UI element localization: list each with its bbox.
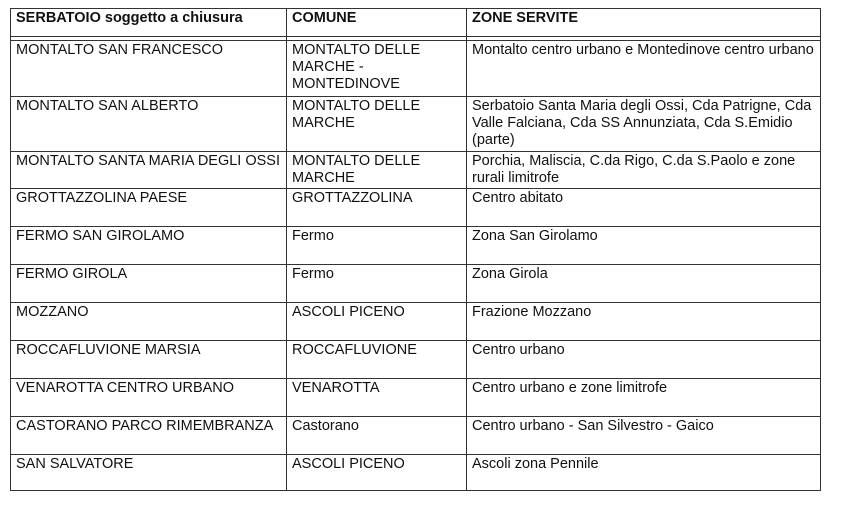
cell-serbatoio: MOZZANO bbox=[11, 303, 287, 341]
table-row bbox=[11, 227, 821, 265]
cell-serbatoio: FERMO SAN GIROLAMO bbox=[11, 227, 287, 265]
cell-comune: MONTALTO DELLE MARCHE - MONTEDINOVE bbox=[287, 41, 467, 97]
cell-zone: Frazione Mozzano bbox=[467, 303, 821, 341]
table-row bbox=[11, 341, 821, 379]
cell-comune: ROCCAFLUVIONE bbox=[287, 341, 467, 379]
cell-serbatoio: ROCCAFLUVIONE MARSIA bbox=[11, 341, 287, 379]
cell-serbatoio: CASTORANO PARCO RIMEMBRANZA bbox=[11, 417, 287, 455]
table-row bbox=[11, 455, 821, 491]
cell-serbatoio: MONTALTO SAN ALBERTO bbox=[11, 97, 287, 152]
cell-comune: ASCOLI PICENO bbox=[287, 455, 467, 491]
table-header-row bbox=[11, 9, 821, 37]
cell-zone: Centro urbano - San Silvestro - Gaico bbox=[467, 417, 821, 455]
cell-zone: Centro urbano bbox=[467, 341, 821, 379]
cell-serbatoio: VENAROTTA CENTRO URBANO bbox=[11, 379, 287, 417]
cell-zone: Serbatoio Santa Maria degli Ossi, Cda Patrigne, Cda Valle Falciana, Cda SS Annunziata, Cda S.Emidio (parte) bbox=[467, 97, 821, 152]
table-row bbox=[11, 41, 821, 97]
cell-comune: GROTTAZZOLINA bbox=[287, 189, 467, 227]
cell-zone: Zona San Girolamo bbox=[467, 227, 821, 265]
cell-comune: ASCOLI PICENO bbox=[287, 303, 467, 341]
table-row bbox=[11, 417, 821, 455]
table-row bbox=[11, 97, 821, 152]
cell-zone: Centro abitato bbox=[467, 189, 821, 227]
cell-comune: Fermo bbox=[287, 265, 467, 303]
cell-zone: Ascoli zona Pennile bbox=[467, 455, 821, 491]
cell-comune: MONTALTO DELLE MARCHE bbox=[287, 152, 467, 189]
table-row bbox=[11, 265, 821, 303]
cell-zone: Zona Girola bbox=[467, 265, 821, 303]
table-row bbox=[11, 152, 821, 189]
cell-zone: Montalto centro urbano e Montedinove centro urbano bbox=[467, 41, 821, 97]
header-zone-servite: ZONE SERVITE bbox=[467, 9, 821, 37]
cell-comune: MONTALTO DELLE MARCHE bbox=[287, 97, 467, 152]
cell-zone: Porchia, Maliscia, C.da Rigo, C.da S.Paolo e zone rurali limitrofe bbox=[467, 152, 821, 189]
table-row bbox=[11, 379, 821, 417]
cell-serbatoio: FERMO GIROLA bbox=[11, 265, 287, 303]
table-row bbox=[11, 189, 821, 227]
cell-comune: Fermo bbox=[287, 227, 467, 265]
cell-serbatoio: MONTALTO SAN FRANCESCO bbox=[11, 41, 287, 97]
reservoir-closure-table bbox=[10, 8, 821, 491]
cell-serbatoio: GROTTAZZOLINA PAESE bbox=[11, 189, 287, 227]
cell-serbatoio: SAN SALVATORE bbox=[11, 455, 287, 491]
table-row bbox=[11, 303, 821, 341]
cell-zone: Centro urbano e zone limitrofe bbox=[467, 379, 821, 417]
cell-comune: VENAROTTA bbox=[287, 379, 467, 417]
cell-comune: Castorano bbox=[287, 417, 467, 455]
cell-serbatoio: MONTALTO SANTA MARIA DEGLI OSSI bbox=[11, 152, 287, 189]
header-serbatoio: SERBATOIO soggetto a chiusura bbox=[11, 9, 287, 37]
header-comune: COMUNE bbox=[287, 9, 467, 37]
